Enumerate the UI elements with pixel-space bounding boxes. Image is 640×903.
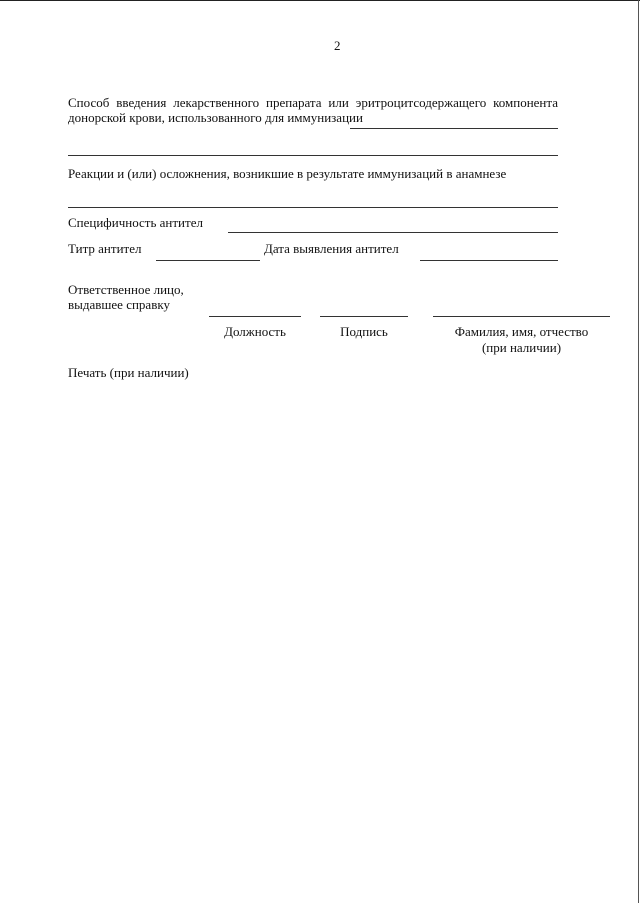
detection-date-label: Дата выявления антител [264, 241, 399, 256]
antibody-titer-input-line[interactable] [156, 260, 260, 261]
responsible-person-label-line2: выдавшее справку [68, 297, 170, 312]
page-right-edge [638, 0, 639, 903]
reactions-input-line[interactable] [68, 207, 558, 208]
signature-input-line[interactable] [320, 316, 408, 317]
detection-date-input-line[interactable] [420, 260, 558, 261]
position-caption: Должность [224, 324, 286, 339]
full-name-caption-line1: Фамилия, имя, отчество [454, 324, 589, 339]
seal-label: Печать (при наличии) [68, 365, 189, 380]
position-input-line[interactable] [209, 316, 301, 317]
signature-caption: Подпись [340, 324, 388, 339]
page-number: 2 [334, 38, 341, 53]
full-name-caption-line2: (при наличии) [481, 340, 562, 355]
antibody-specificity-input-line[interactable] [228, 232, 558, 233]
immunization-method-input-line2[interactable] [68, 155, 558, 156]
reactions-label: Реакции и (или) осложнения, возникшие в результате иммунизаций в анамнезе [68, 166, 507, 181]
page-top-edge [0, 0, 640, 1]
antibody-titer-label: Титр антител [68, 241, 142, 256]
immunization-method-label-line2: донорской крови, использованного для иммунизации [68, 110, 363, 125]
full-name-input-line[interactable] [433, 316, 610, 317]
antibody-specificity-label: Специфичность антител [68, 215, 203, 230]
immunization-method-input-line1[interactable] [350, 128, 558, 129]
responsible-person-label-line1: Ответственное лицо, [68, 282, 184, 297]
immunization-method-label-line1: Способ введения лекарственного препарата или эритроцитсодержащего компонента [68, 95, 558, 110]
